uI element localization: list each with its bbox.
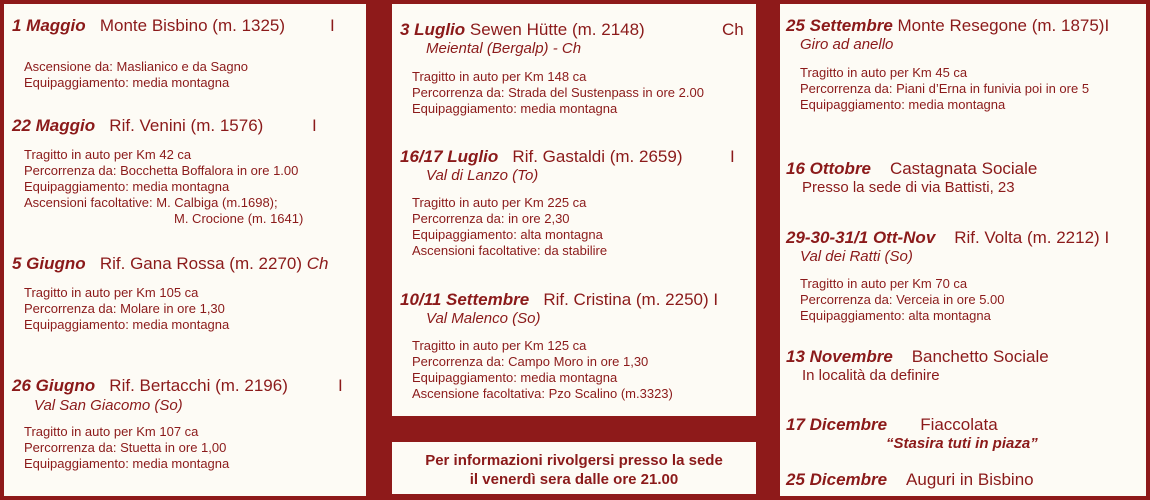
event-place: Rif. Cristina (m. 2250) — [543, 290, 709, 309]
info-line-1: Per informazioni rivolgersi presso la sede — [425, 452, 723, 469]
panel-left — [4, 4, 366, 496]
event-details: Tragitto in auto per Km 105 ca Percorrenza da: Molare in ore 1,30 Equipaggiamento: media montagna — [24, 285, 230, 332]
country-flag: I — [330, 16, 335, 35]
country-flag: I — [312, 116, 317, 135]
info-line-2: il venerdì sera dalle ore 21.00 — [469, 471, 679, 488]
event-16-ottobre — [786, 159, 1142, 196]
event-subtitle: Val di Lanzo (To) — [426, 167, 539, 184]
event-place: Fiaccolata — [920, 415, 998, 434]
event-25-dicembre — [786, 470, 1142, 490]
event-date: 1 Maggio — [12, 16, 86, 35]
event-26-giugno — [12, 376, 357, 472]
info-box — [392, 442, 756, 494]
event-place: Monte Bisbino (m. 1325) — [99, 16, 286, 35]
country-flag: Ch — [306, 254, 329, 273]
event-date: 16 Ottobre — [786, 159, 872, 178]
country-flag: I — [713, 290, 719, 309]
event-17-dicembre — [786, 415, 1142, 452]
event-date: 22 Maggio — [12, 116, 96, 135]
event-13-novembre — [786, 347, 1142, 384]
event-date: 25 Dicembre — [786, 470, 888, 489]
country-flag: I — [338, 376, 343, 395]
event-22-maggio — [12, 116, 357, 227]
country-flag: I — [1104, 228, 1110, 247]
event-details: Tragitto in auto per Km 125 ca Percorrenza da: Campo Moro in ore 1,30 Equipaggiamento: media montagna Ascensione facoltativa: Pzo Scalino (m.3323) — [412, 338, 673, 401]
event-16-17-luglio — [400, 147, 750, 259]
event-date: 16/17 Luglio — [400, 147, 499, 166]
event-place: Sewen Hütte (m. 2148) — [469, 20, 645, 39]
event-date: 29-30-31/1 Ott-Nov — [786, 228, 936, 247]
event-subtitle: Presso la sede di via Battisti, 23 — [802, 179, 1015, 196]
event-place: Monte Resegone (m. 1875) — [897, 16, 1105, 35]
panel-right — [780, 4, 1146, 496]
event-5-giugno — [12, 254, 357, 333]
event-3-luglio — [400, 20, 750, 117]
event-place: Rif. Bertacchi (m. 2196) — [109, 376, 288, 395]
country-flag: Ch — [722, 20, 744, 39]
event-date: 25 Settembre — [786, 16, 893, 35]
event-subtitle: “Stasira tuti in piaza” — [886, 435, 1038, 452]
country-flag: I — [1104, 16, 1110, 35]
event-date: 3 Luglio — [400, 20, 466, 39]
event-details: Tragitto in auto per Km 107 ca Percorrenza da: Stuetta in ore 1,00 Equipaggiamento: media montagna — [24, 424, 230, 471]
event-details: Tragitto in auto per Km 45 ca Percorrenza da: Piani d’Erna in funivia poi in ore 5 Equipaggiamento: media montagna — [800, 65, 1090, 112]
event-subtitle: Val San Giacomo (So) — [34, 397, 183, 414]
event-date: 26 Giugno — [12, 376, 96, 395]
event-subtitle: Val Malenco (So) — [426, 310, 541, 327]
event-25-settembre — [786, 16, 1142, 113]
event-details: Tragitto in auto per Km 225 ca Percorrenza da: in ore 2,30 Equipaggiamento: alta montagna Ascensioni facoltative: da stabilire — [412, 195, 608, 258]
event-place: Auguri in Bisbino — [906, 470, 1034, 489]
event-details: Tragitto in auto per Km 70 ca Percorrenza da: Verceia in ore 5.00 Equipaggiamento: alta montagna — [800, 276, 1005, 323]
event-details: Tragitto in auto per Km 42 ca Percorrenza da: Bocchetta Boffalora in ore 1.00 Equipaggiamento: media montagna Ascensioni facoltative: M. Calbiga (m.1698); M. Crocione (m. 1641) — [24, 147, 304, 226]
event-1-maggio — [12, 16, 357, 91]
event-place: Rif. Gastaldi (m. 2659) — [512, 147, 683, 166]
event-subtitle: Giro ad anello — [800, 36, 894, 53]
event-place: Castagnata Sociale — [889, 159, 1038, 178]
event-details: Ascensione da: Maslianico e da Sagno Equipaggiamento: media montagna — [24, 59, 249, 90]
panel-middle — [392, 4, 756, 416]
event-date: 13 Novembre — [786, 347, 893, 366]
event-place: Rif. Gana Rossa (m. 2270) — [99, 254, 303, 273]
event-subtitle: Meiental (Bergalp) - Ch — [426, 40, 582, 57]
event-10-11-settembre — [400, 290, 750, 402]
event-date: 10/11 Settembre — [400, 290, 530, 309]
country-flag: I — [730, 147, 735, 166]
event-date: 5 Giugno — [12, 254, 86, 273]
event-subtitle: Val dei Ratti (So) — [800, 248, 913, 265]
event-29-31-ott-nov — [786, 228, 1142, 324]
event-date: 17 Dicembre — [786, 415, 888, 434]
event-subtitle: In località da definire — [802, 367, 940, 384]
event-details: Tragitto in auto per Km 148 ca Percorrenza da: Strada del Sustenpass in ore 2.00 Equipaggiamento: media montagna — [412, 69, 704, 116]
event-place: Banchetto Sociale — [911, 347, 1049, 366]
event-place: Rif. Venini (m. 1576) — [109, 116, 264, 135]
event-place: Rif. Volta (m. 2212) — [954, 228, 1100, 247]
